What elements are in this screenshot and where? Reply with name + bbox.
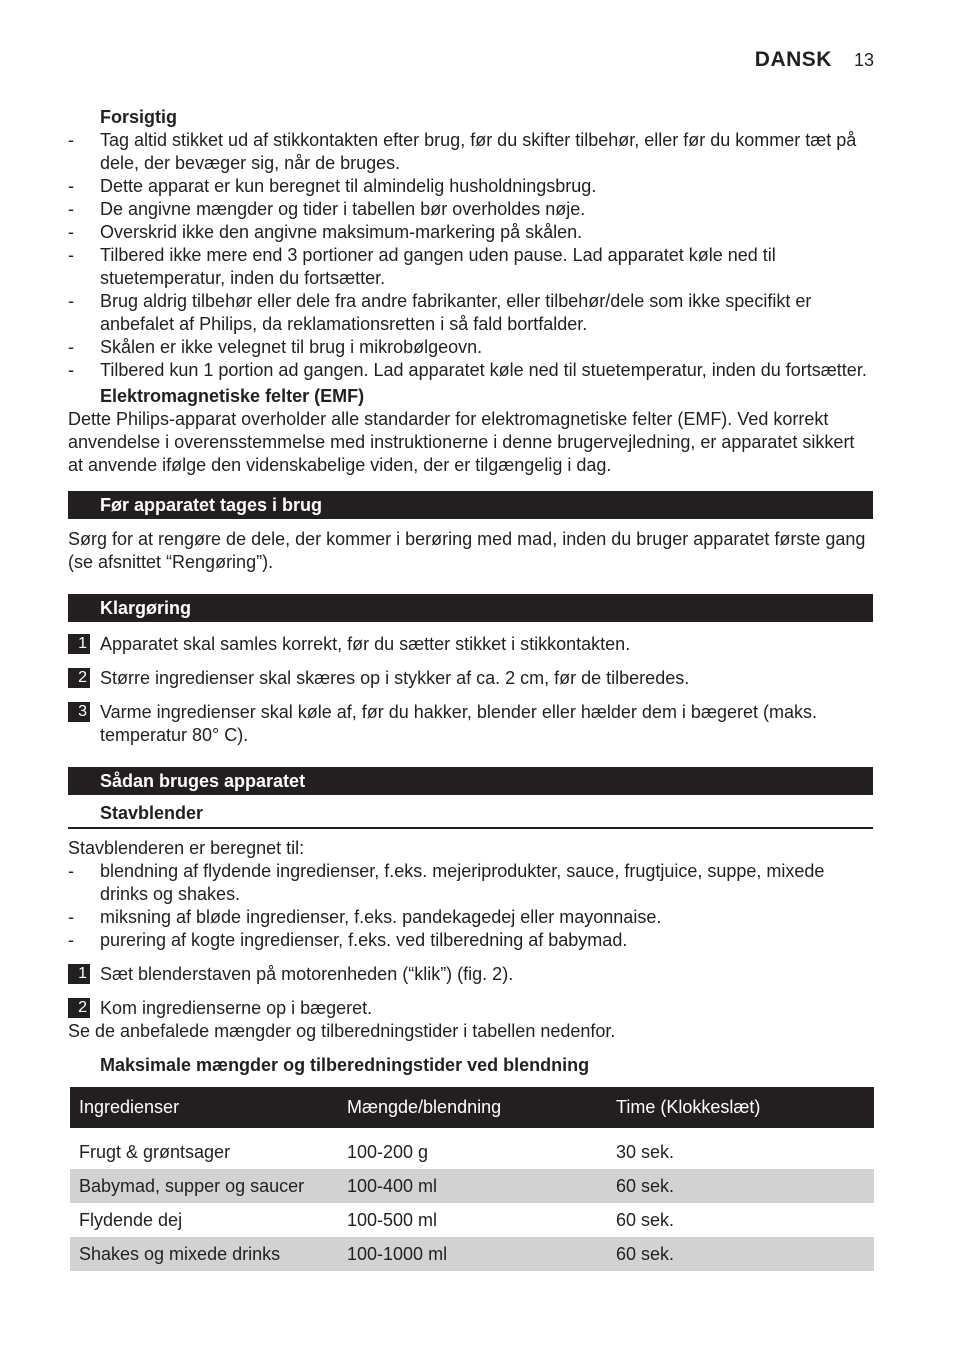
caution-heading: Forsigtig (100, 107, 177, 127)
step-number: 2 (68, 998, 90, 1018)
caution-list (68, 129, 873, 382)
usage-list (68, 860, 873, 952)
before-use-paragraph: Sørg for at rengøre de dele, der kommer i berøring med mad, inden du bruger apparatet første gang (se afsnittet “Rengøring”). (68, 529, 866, 572)
section-header-before-use: Før apparatet tages i brug (68, 491, 873, 519)
step-text: Varme ingredienser skal køle af, før du hakker, blender eller hælder dem i bægeret (maks. temperatur 80° C). (100, 702, 817, 745)
step-text: Apparatet skal samles korrekt, før du sætter stikket i stikkontakten. (100, 634, 631, 654)
step-number: 1 (68, 634, 90, 654)
column-header: Mængde/blendning (338, 1087, 607, 1128)
emf-paragraph: Dette Philips-apparat overholder alle standarder for elektromagnetiske felter (EMF). Ved korrekt anvendelse i overensstemmelse med instruktionerne i denne brugervejledning, er apparatet sikkert at anvende ifølge den videnskabelige viden, der er tilgængelig i dag. (68, 409, 855, 475)
table-row (70, 1237, 874, 1271)
list-item: - Tilbered kun 1 portion ad gangen. Lad apparatet køle ned til stuetemperatur, inden du fortsætter. (68, 359, 873, 382)
list-item: - Dette apparat er kun beregnet til almindelig husholdningsbrug. (68, 175, 873, 198)
emf-heading: Elektromagnetiske felter (EMF) (100, 386, 365, 406)
preparation-step (68, 633, 873, 656)
column-header: Ingredienser (70, 1087, 338, 1128)
list-item: - purering af kogte ingredienser, f.eks. ved tilberedning af babymad. (68, 929, 873, 952)
step-number: 2 (68, 668, 90, 688)
language-label: DANSK (754, 48, 832, 71)
step-number: 3 (68, 702, 90, 722)
table-cell: Shakes og mixede drinks (70, 1237, 338, 1271)
table-cell: 100-400 ml (338, 1169, 607, 1203)
list-item: - Skålen er ikke velegnet til brug i mikrobølgeovn. (68, 336, 873, 359)
step-text: Sæt blenderstaven på motorenheden (“klik”) (fig. 2). (100, 964, 514, 984)
list-item: - De angivne mængder og tider i tabellen bør overholdes nøje. (68, 198, 873, 221)
table-header-row (70, 1087, 874, 1128)
table-cell: Babymad, supper og saucer (70, 1169, 338, 1203)
table-heading: Maksimale mængder og tilberedningstider ved blendning (100, 1055, 590, 1075)
list-item: - blendning af flydende ingredienser, f.eks. mejeriprodukter, sauce, frugtjuice, suppe, mixede drinks og shakes. (68, 860, 873, 906)
page-number: 13 (853, 50, 874, 70)
usage-step (68, 963, 873, 986)
table-cell: Flydende dej (79, 1209, 183, 1230)
step-number: 1 (68, 964, 90, 984)
stavblender-heading: Stavblender (68, 802, 873, 829)
table-cell: 60 sek. (607, 1237, 874, 1271)
quantities-table (70, 1087, 874, 1271)
table-cell: 60 sek. (616, 1209, 675, 1230)
list-item: - Overskrid ikke den angivne maksimum-markering på skålen. (68, 221, 873, 244)
list-item: - Tag altid stikket ud af stikkontakten efter brug, før du skifter tilbehør, eller før du kommer tæt på dele, der bevæger sig, når de bruges. (68, 129, 873, 175)
table-cell: Frugt & grøntsager (79, 1141, 231, 1162)
table-row (70, 1135, 874, 1169)
page-header (755, 48, 874, 72)
usage-step (68, 997, 873, 1020)
table-cell: 100-500 ml (347, 1209, 438, 1230)
step-text: Kom ingredienserne op i bægeret. (100, 998, 373, 1018)
table-cell: 60 sek. (607, 1169, 874, 1203)
table-row (70, 1169, 874, 1203)
section-header-usage: Sådan bruges apparatet (68, 767, 873, 795)
list-item: - miksning af bløde ingredienser, f.eks. pandekagedej eller mayonnaise. (68, 906, 873, 929)
preparation-step (68, 701, 873, 747)
section-header-preparation: Klargøring (68, 594, 873, 622)
page-content (68, 106, 873, 1271)
table-cell: 30 sek. (616, 1141, 675, 1162)
table-cell: 100-200 g (347, 1141, 429, 1162)
usage-note: Se de anbefalede mængder og tilberedningstider i tabellen nedenfor. (68, 1021, 616, 1041)
list-item: - Tilbered ikke mere end 3 portioner ad gangen uden pause. Lad apparatet køle ned til stuetemperatur, inden du fortsætter. (68, 244, 873, 290)
table-cell: 100-1000 ml (338, 1237, 607, 1271)
preparation-step (68, 667, 873, 690)
usage-intro: Stavblenderen er beregnet til: (68, 838, 305, 858)
step-text: Større ingredienser skal skæres op i stykker af ca. 2 cm, før de tilberedes. (100, 668, 690, 688)
list-item: - Brug aldrig tilbehør eller dele fra andre fabrikanter, eller tilbehør/dele som ikke specifikt er anbefalet af Philips, da reklamationsretten i så fald bortfalder. (68, 290, 873, 336)
table-row (70, 1203, 874, 1237)
column-header: Time (Klokkeslæt) (607, 1087, 874, 1128)
